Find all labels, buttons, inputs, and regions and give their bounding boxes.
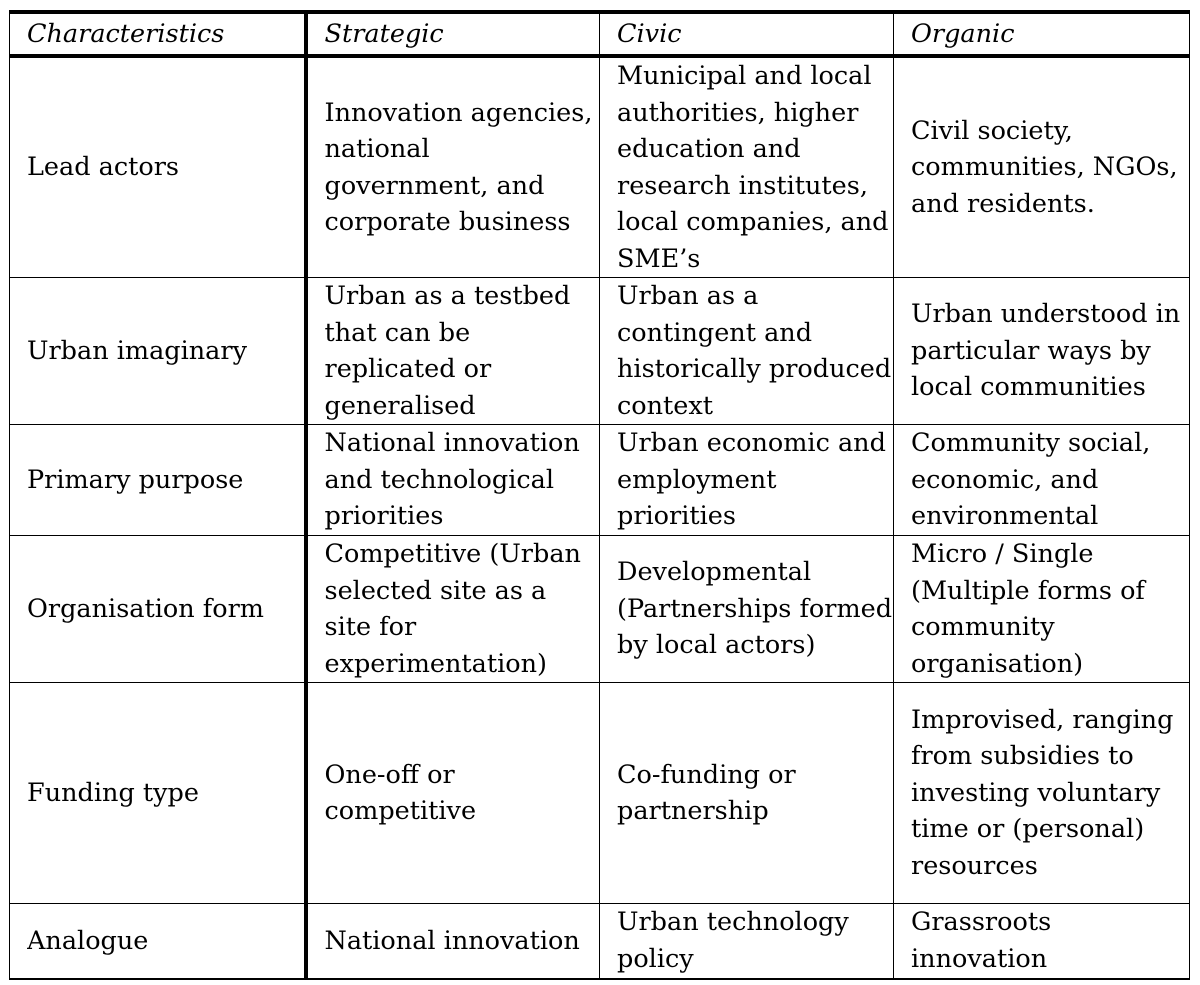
strategic-cell — [306, 425, 600, 536]
row-label — [10, 56, 306, 278]
civic-cell — [600, 904, 894, 979]
civic-cell — [600, 425, 894, 536]
organic-cell — [894, 536, 1190, 683]
civic-cell — [600, 536, 894, 683]
organic-text: Micro / Single (Multiple forms of community organisation) — [911, 539, 1145, 679]
table-row — [10, 56, 1190, 278]
table-row — [10, 904, 1190, 979]
civic-text: Urban as a contingent and historically produced context — [617, 281, 892, 421]
row-label — [10, 425, 306, 536]
strategic-cell — [306, 536, 600, 683]
strategic-text: Competitive (Urban selected site as a site for experimentation) — [324, 539, 581, 679]
organic-cell — [894, 56, 1190, 278]
header-organic: Organic — [894, 12, 1190, 56]
organic-text: Urban understood in particular ways by local communities — [911, 299, 1181, 403]
organic-text: Civil society, communities, NGOs, and residents. — [911, 115, 1178, 219]
header-strategic: Strategic — [306, 12, 600, 56]
organic-text: Grassroots innovation — [911, 907, 1052, 974]
strategic-cell — [306, 904, 600, 979]
strategic-cell — [306, 278, 600, 425]
organic-cell — [894, 683, 1190, 904]
table-row — [10, 536, 1190, 683]
strategic-cell — [306, 683, 600, 904]
civic-cell — [600, 278, 894, 425]
row-label-text: Primary purpose — [27, 464, 244, 495]
table-row — [10, 683, 1190, 904]
row-label-text: Urban imaginary — [27, 335, 247, 366]
civic-text: Co-funding or partnership — [617, 759, 796, 826]
strategic-text: One-off or competitive — [324, 759, 477, 826]
strategic-text: Urban as a testbed that can be replicated or generalised — [324, 281, 571, 421]
strategic-text: National innovation — [324, 925, 580, 956]
row-label-text: Analogue — [27, 925, 149, 956]
header-row — [10, 12, 1190, 56]
table-row — [10, 278, 1190, 425]
organic-cell — [894, 425, 1190, 536]
row-label — [10, 278, 306, 425]
comparison-table — [9, 10, 1190, 980]
civic-text: Urban technology policy — [617, 907, 849, 974]
organic-text: Improvised, ranging from subsidies to investing voluntary time or (personal) resources — [911, 704, 1174, 881]
civic-text: Municipal and local authorities, higher education and research institutes, local companies, and SME’s — [617, 61, 889, 274]
organic-text: Community social, economic, and environmental — [911, 428, 1151, 532]
table-row — [10, 425, 1190, 536]
header-characteristics: Characteristics — [10, 12, 306, 56]
row-label-text: Funding type — [27, 777, 199, 808]
strategic-text: National innovation and technological priorities — [324, 428, 580, 532]
civic-text: Urban economic and employment priorities — [617, 428, 886, 532]
row-label — [10, 904, 306, 979]
header-civic: Civic — [600, 12, 894, 56]
row-label — [10, 536, 306, 683]
strategic-cell — [306, 56, 600, 278]
row-label-text: Lead actors — [27, 152, 180, 183]
civic-cell — [600, 683, 894, 904]
organic-cell — [894, 904, 1190, 979]
row-label-text: Organisation form — [27, 593, 264, 624]
civic-cell — [600, 56, 894, 278]
organic-cell — [894, 278, 1190, 425]
strategic-text: Innovation agencies, national government, and corporate business — [324, 97, 593, 237]
civic-text: Developmental (Partnerships formed by local actors) — [617, 557, 893, 661]
row-label — [10, 683, 306, 904]
